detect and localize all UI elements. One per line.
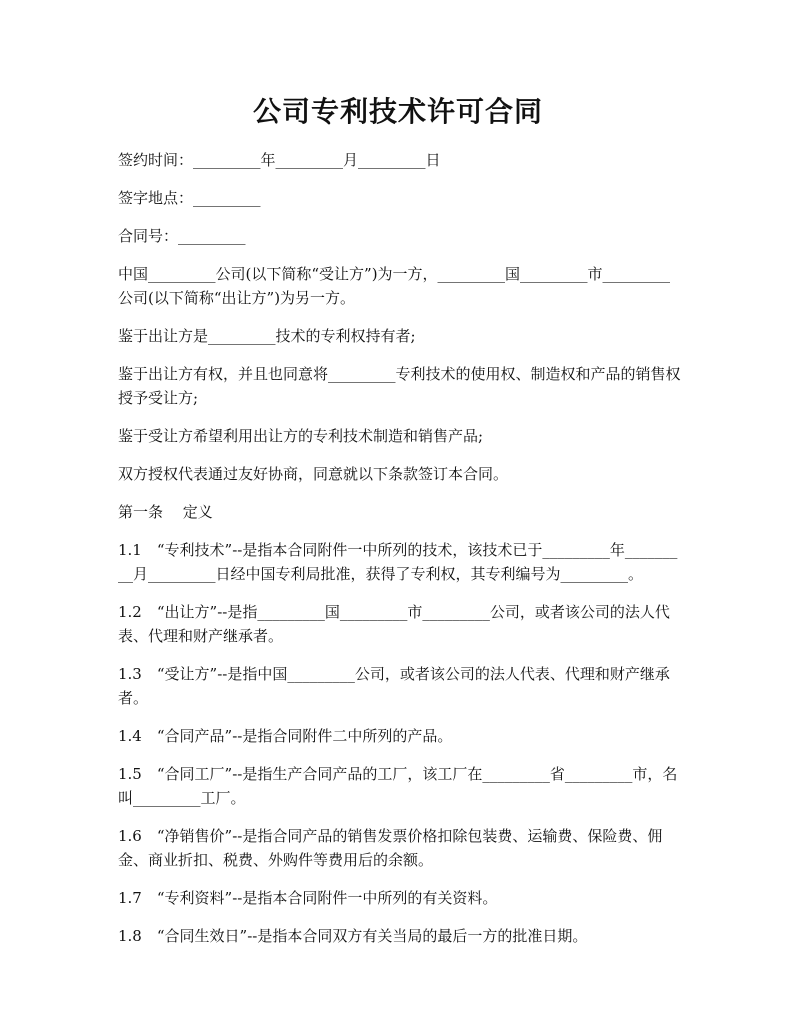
definition-1-8: 1.8 “合同生效日”--是指本合同双方有关当局的最后一方的批准日期。 [118,927,588,945]
contract-number: 合同号：_________ [118,227,246,245]
definition-1-4: 1.4 “合同产品”--是指合同附件二中所列的产品。 [118,727,453,745]
document-title: 公司专利技术许可合同 [252,95,543,128]
definition-1-3: 1.3 “受让方”--是指中国_________公司，或者该公司的法人代表、代理和财产继承者。 [118,665,670,707]
definition-1-2: 1.2 “出让方”--是指_________国_________市_________公司，或者该公司的法人代表、代理和财产继承者。 [118,603,670,645]
agreement-paragraph: 双方授权代表通过友好协商，同意就以下条款签订本合同。 [118,465,509,483]
definition-1-6: 1.6 “净销售价”--是指合同产品的销售发票价格扣除包装费、运输费、保险费、佣金、商业折扣、税费、外购件等费用后的余额。 [118,827,663,869]
parties-paragraph: 中国_________公司(以下简称“受让方”)为一方，_________国_________市_________公司(以下简称“出让方”)为另一方。 [118,265,671,307]
definition-1-7: 1.7 “专利资料”--是指本合同附件一中所列的有关资料。 [118,889,498,907]
article-1-heading: 第一条 定义 [118,503,213,521]
whereas-2: 鉴于出让方有权，并且也同意将_________专利技术的使用权、制造权和产品的销售权授予受让方; [118,365,681,407]
whereas-3: 鉴于受让方希望利用出让方的专利技术制造和销售产品; [118,427,484,445]
signing-place: 签字地点：_________ [118,189,261,207]
definition-1-1: 1.1 “专利技术”--是指本合同附件一中所列的技术，该技术已于_________年_________月_________日经中国专利局批准，获得了专利权，其专利编号为_________。 [118,541,678,583]
whereas-1: 鉴于出让方是_________技术的专利权持有者; [118,327,416,345]
document-body [118,148,683,962]
definition-1-5: 1.5 “合同工厂”--是指生产合同产品的工厂，该工厂在_________省_________市，名叫_________工厂。 [118,765,678,807]
signing-time: 签约时间：_________年_________月_________日 [118,151,441,169]
